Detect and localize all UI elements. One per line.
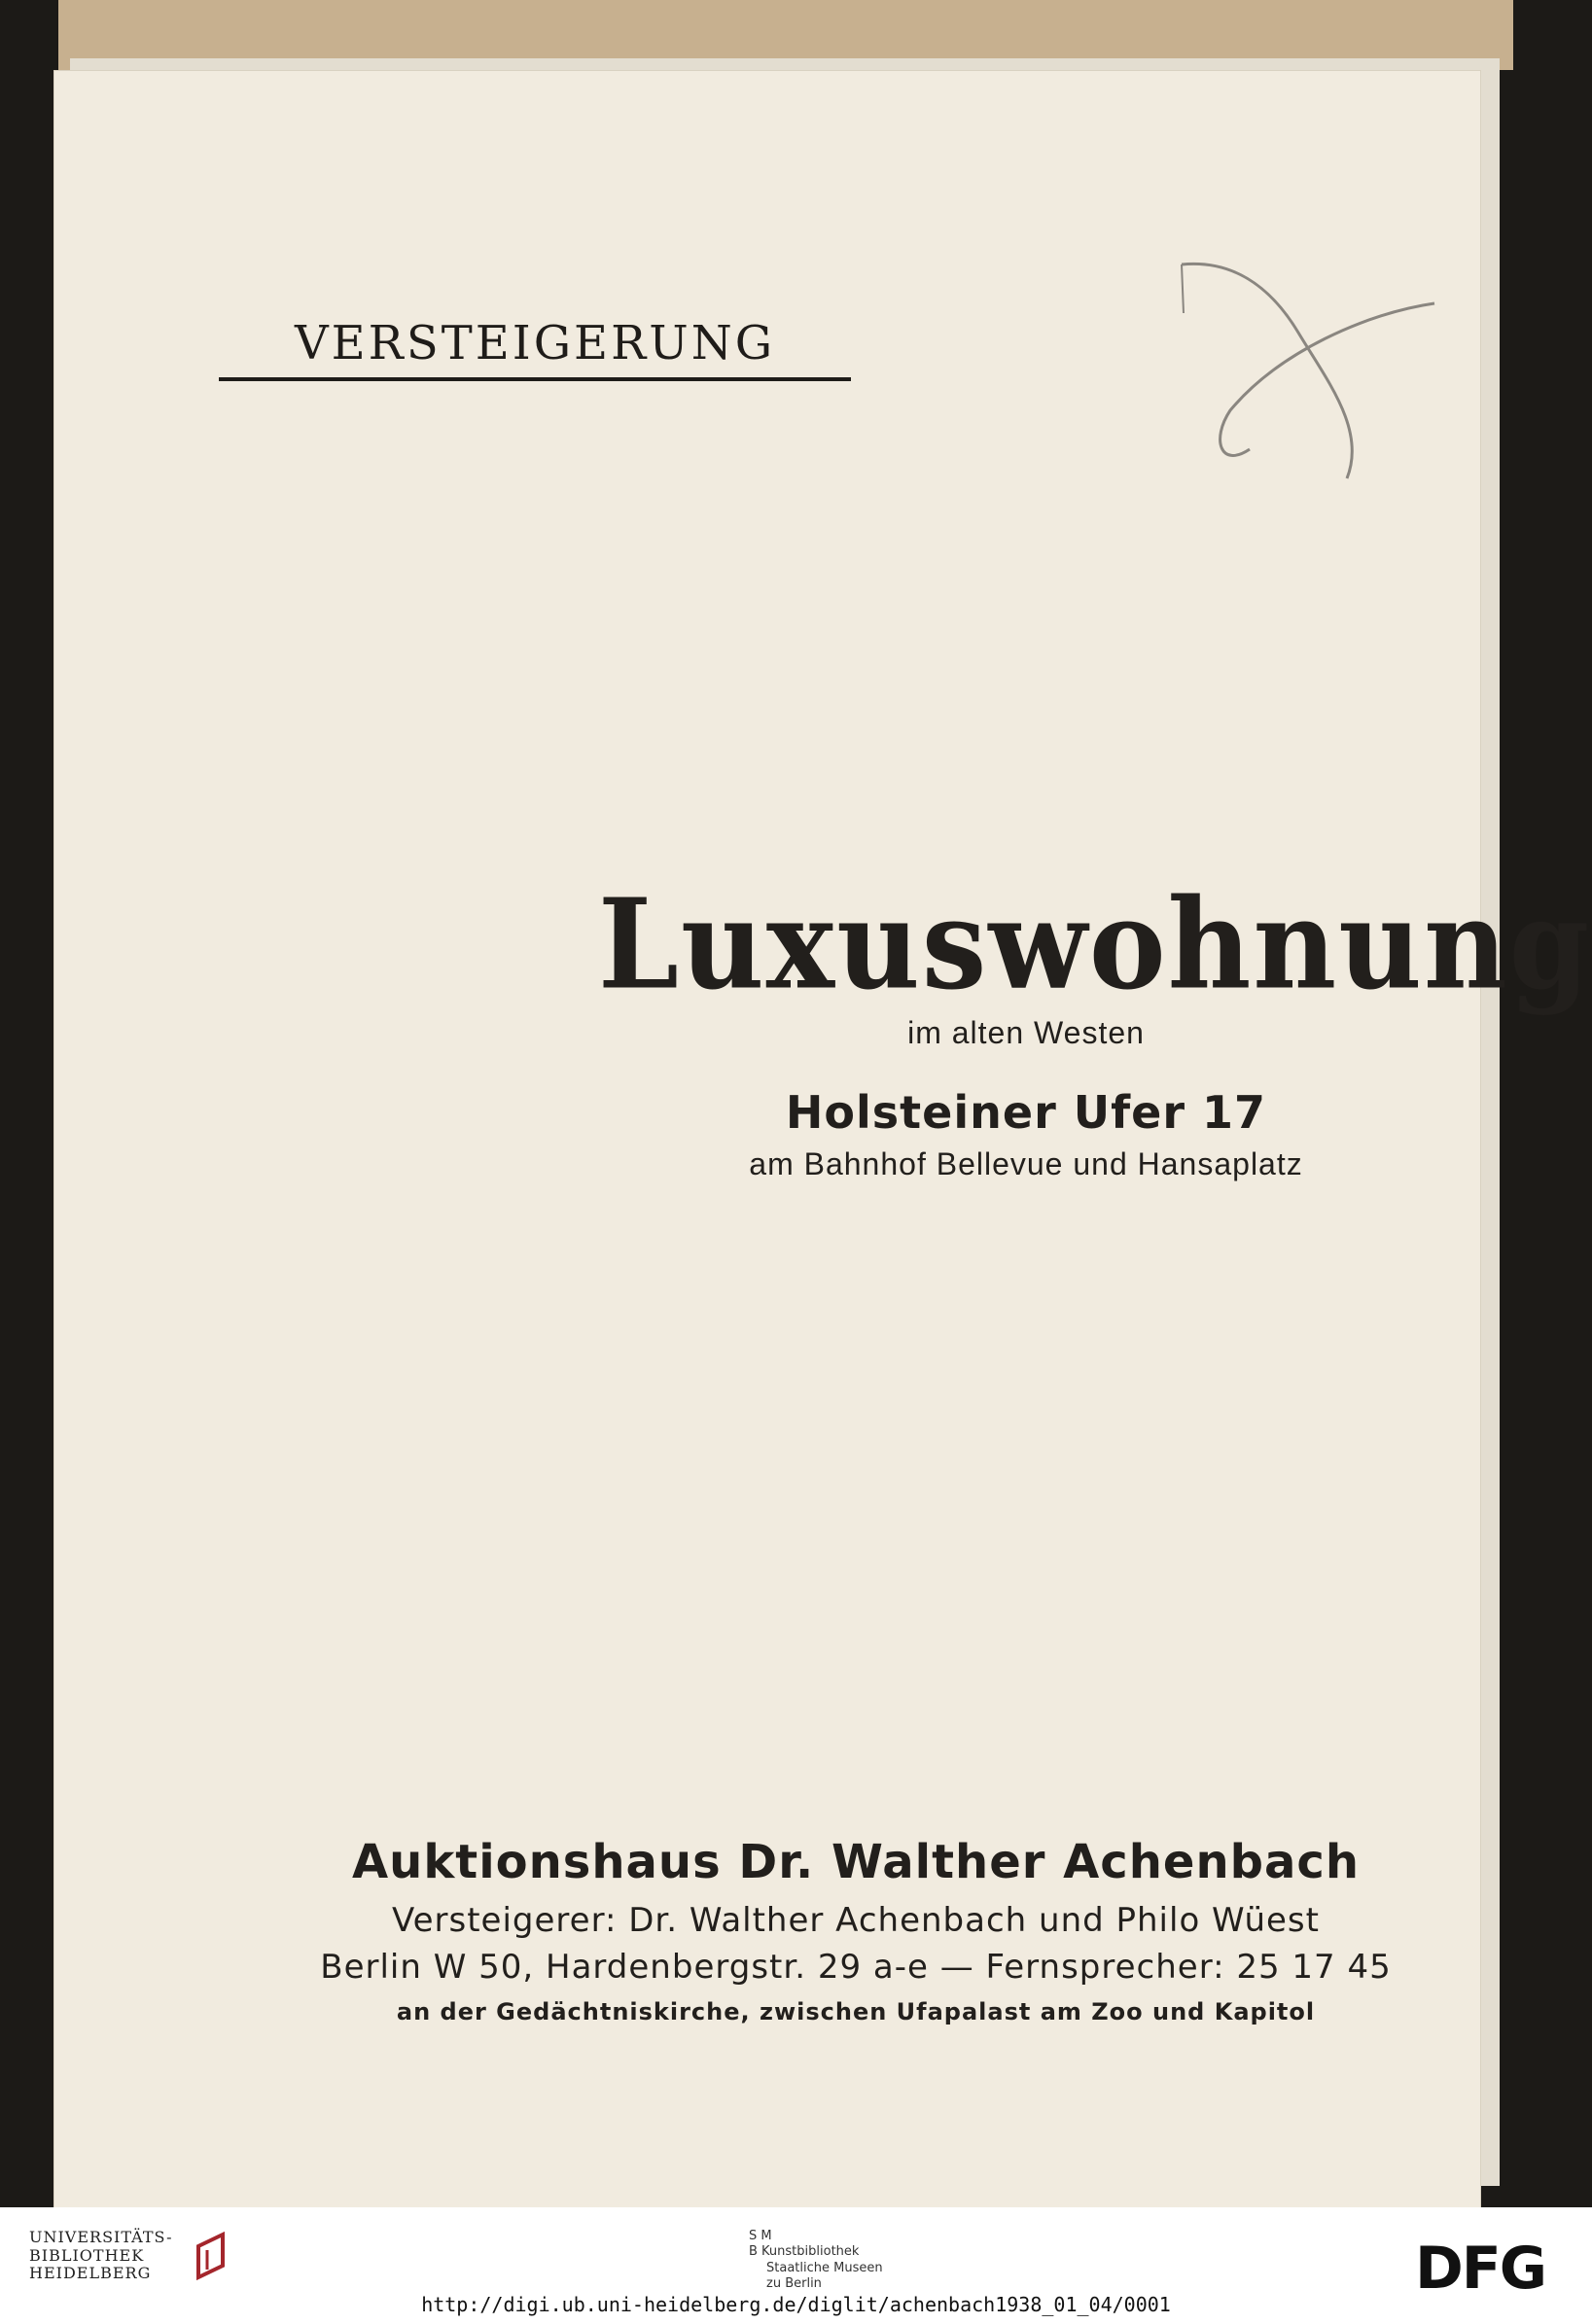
stamp-line: Staatliche Museen [766,2260,883,2275]
library-emblem-icon [184,2227,242,2285]
dfg-logo: DFG [1415,2235,1546,2303]
catalog-cover [53,70,1592,2209]
auctioneers: Versteigerer: Dr. Walther Achenbach und Philo Wüest [392,1901,1320,1940]
contact-line: Berlin W 50, Hardenbergstr. 29 a-e — Fernsprecher: 25 17 45 [320,1948,1392,1987]
university-line: HEIDELBERG [29,2264,152,2283]
directions: an der Gedächtniskirche, zwischen Ufapalast am Zoo und Kapitol [396,1998,1316,2025]
source-url[interactable]: http://digi.ub.uni-heidelberg.de/diglit/achenbach1938_01_04/0001 [421,2293,1171,2316]
library-stamp [749,2229,883,2292]
pencil-cross-mark [1172,255,1444,488]
address: Holsteiner Ufer 17 [785,1086,1267,1139]
stamp-line: zu Berlin [766,2275,822,2291]
location: am Bahnhof Bellevue und Hansaplatz [749,1146,1303,1181]
university-logo [29,2227,242,2285]
subtitle: im alten Westen [907,1015,1145,1050]
stamp-line: S M [749,2229,772,2243]
main-title: Luxuswohnung [598,870,1592,1017]
heading-underline [219,377,851,381]
footer [0,2207,1592,2324]
title-block [598,870,1592,1182]
auction-house-name: Auktionshaus Dr. Walther Achenbach [352,1835,1360,1889]
university-name [29,2229,172,2282]
heading-block [219,318,851,381]
university-line: BIBLIOTHEK [29,2245,145,2265]
heading: VERSTEIGERUNG [294,316,776,370]
university-line: UNIVERSITÄTS- [29,2228,173,2247]
stamp-line: B Kunstbibliothek [749,2244,860,2260]
auction-house-block [224,1835,1488,2025]
